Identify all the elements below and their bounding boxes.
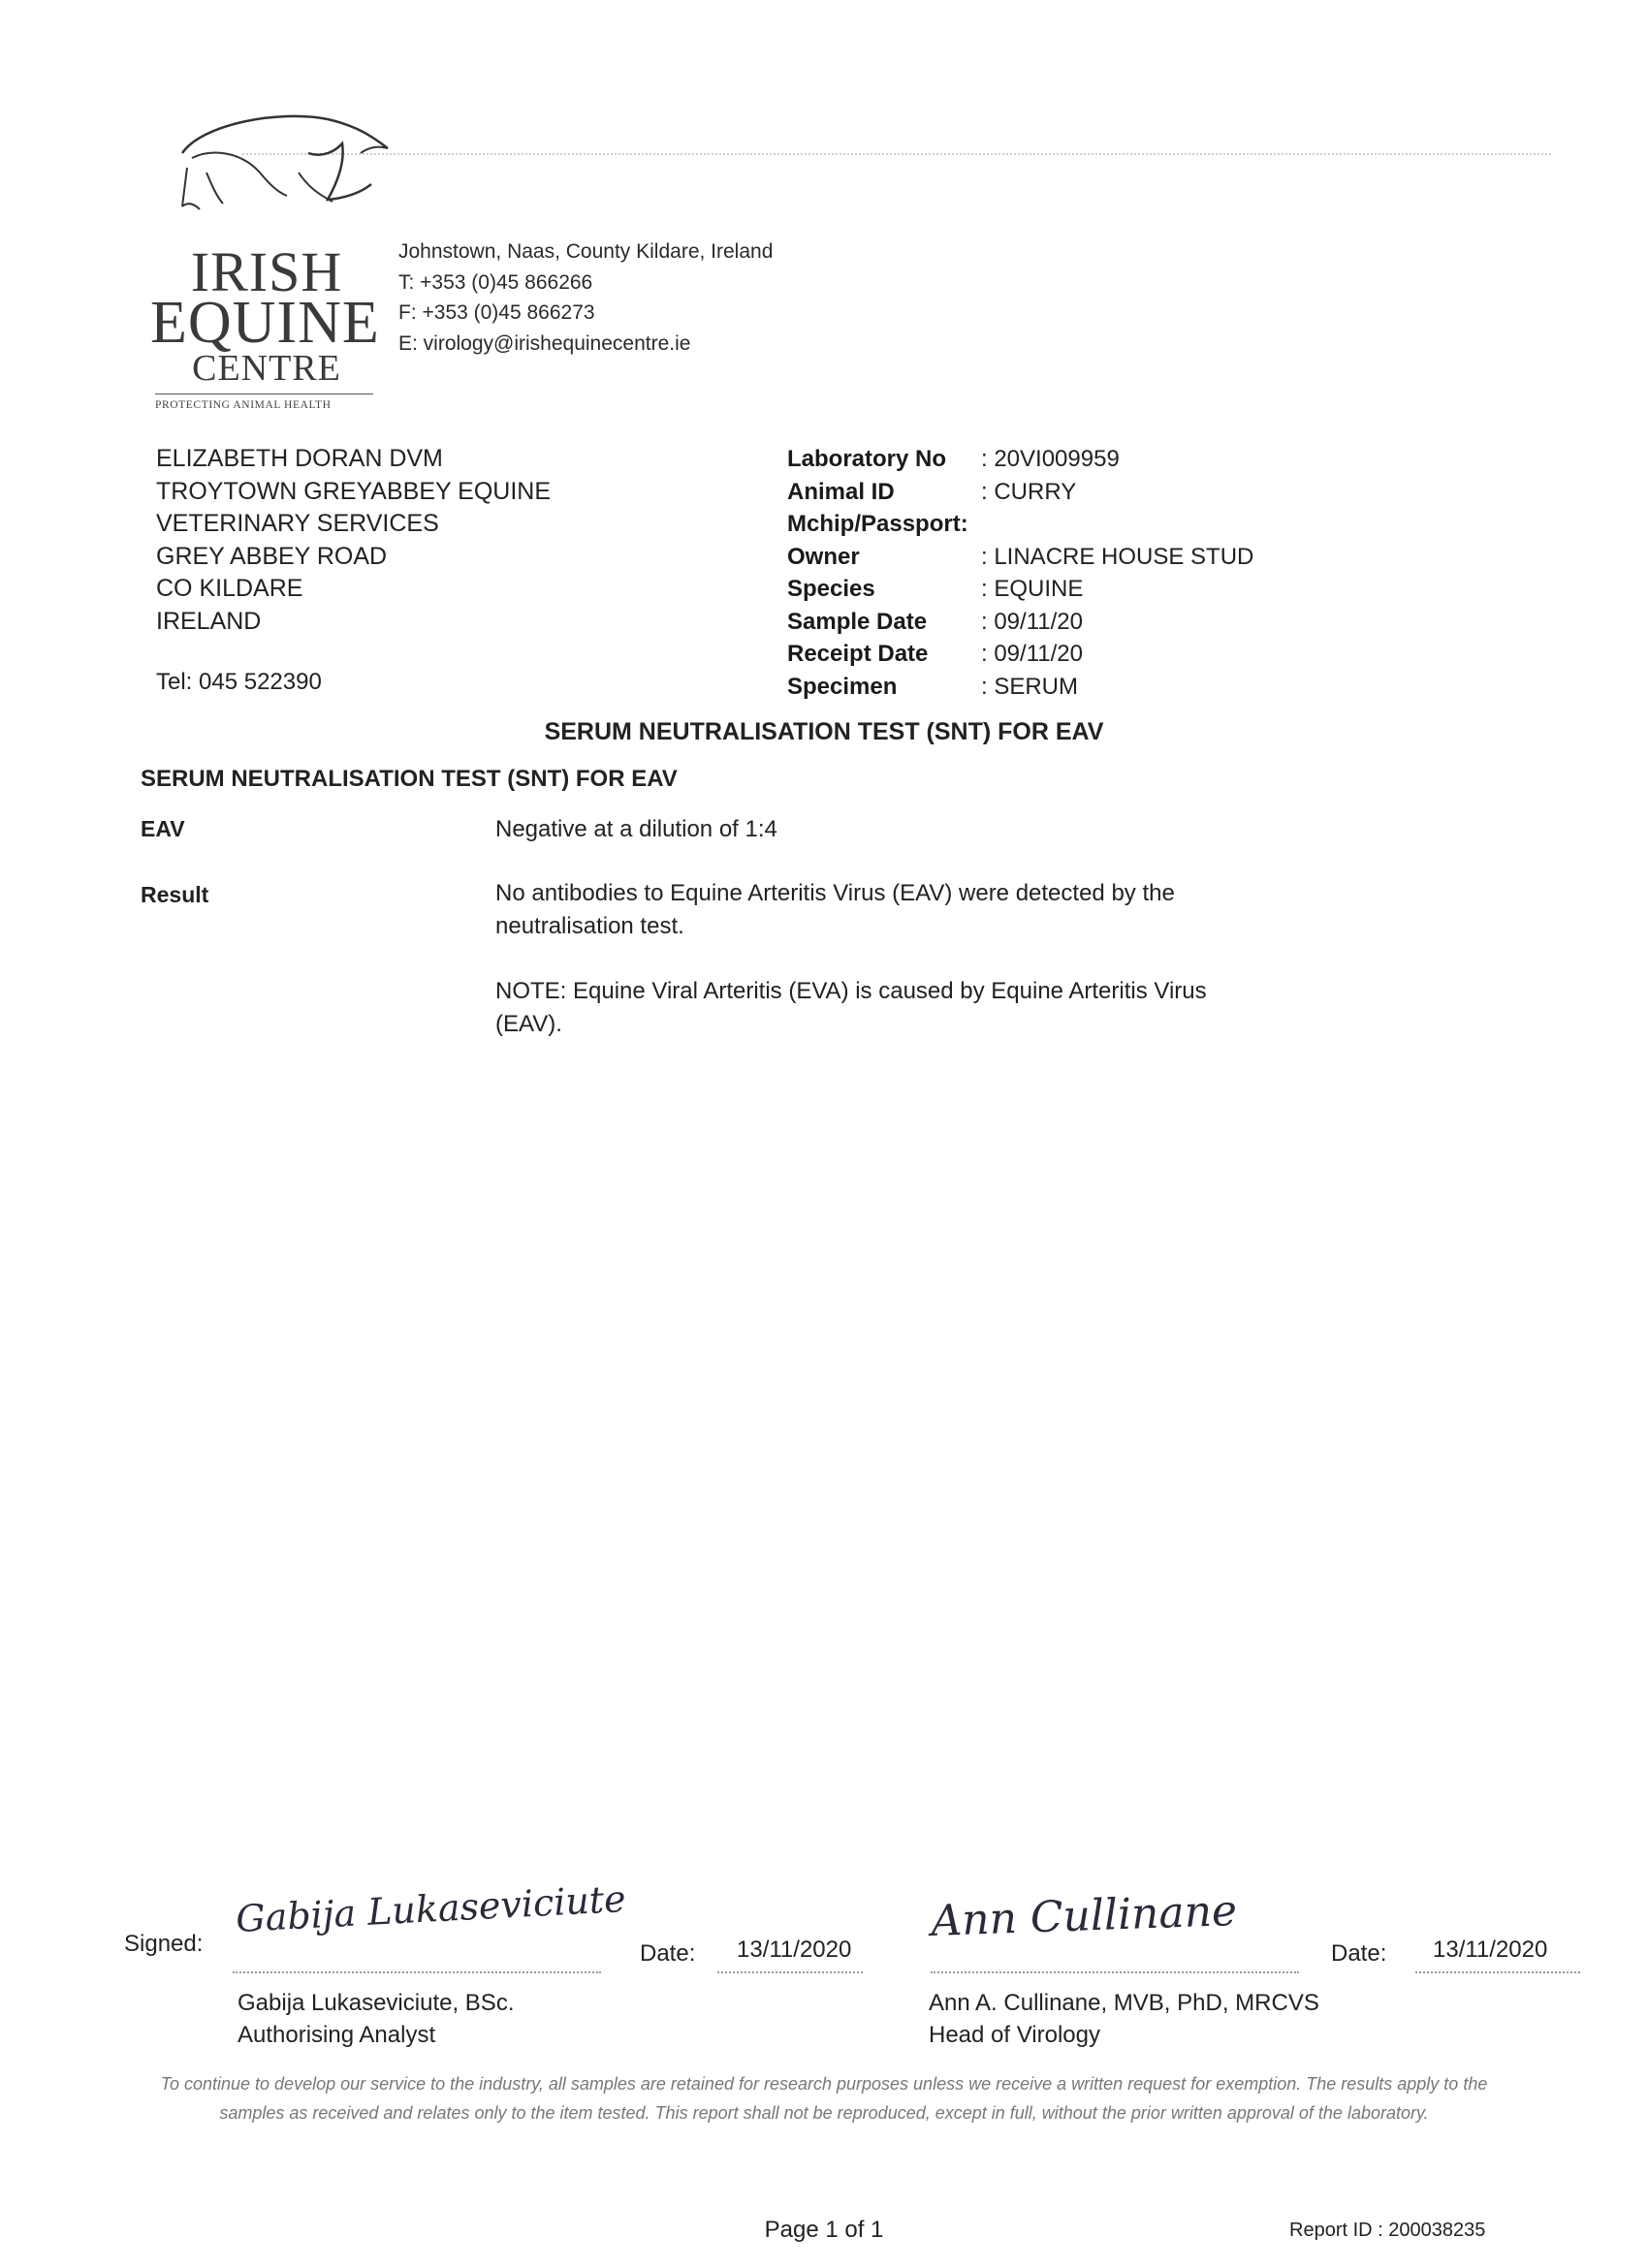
signature-left-image <box>233 1875 627 1953</box>
info-row <box>787 541 1253 574</box>
client-address-line: TROYTOWN GREYABBEY EQUINE <box>156 477 552 505</box>
info-label: Specimen <box>787 673 898 700</box>
info-value: : 09/11/20 <box>981 608 1083 635</box>
section-title: SERUM NEUTRALISATION TEST (SNT) FOR EAV <box>141 766 678 792</box>
info-label: Owner <box>787 543 860 570</box>
logo-word-equine: EQUINE <box>150 290 380 356</box>
client-tel: Tel: 045 522390 <box>156 669 322 695</box>
info-label: Receipt Date <box>787 641 929 667</box>
info-value: : CURRY <box>981 478 1077 505</box>
sample-info <box>787 443 1253 703</box>
info-value: : SERUM <box>981 673 1079 700</box>
date-label: Date: <box>1331 1940 1387 1967</box>
signature-left-text: Gabija Lukaseviciute <box>235 1876 627 1940</box>
info-row <box>787 606 1253 639</box>
info-value: : LINACRE HOUSE STUD <box>981 543 1254 570</box>
info-row <box>787 443 1253 476</box>
eav-label: EAV <box>141 816 185 841</box>
logo-word-irish: IRISH <box>190 240 343 303</box>
info-value: : 20VI009959 <box>981 446 1120 472</box>
signature-right-text: Ann Cullinane <box>930 1886 1238 1946</box>
result-text: No antibodies to Equine Arteritis Virus (EAV) were detected by the neutralisation test. <box>495 880 1175 939</box>
eav-value: Negative at a dilution of 1:4 <box>495 816 777 842</box>
info-row <box>787 476 1253 509</box>
footer-disclaimer: To continue to develop our service to the industry, all samples are retained for research purposes unless we receive a written request for exemption. The results apply to the samples as received and relates only to the item tested. This report shall not be reproduced, except in full, without the prior written approval of the laboratory. <box>160 2074 1488 2123</box>
signer-role: Head of Virology <box>929 2022 1100 2048</box>
result-label: Result <box>141 882 209 907</box>
report-title: SERUM NEUTRALISATION TEST (SNT) FOR EAV <box>544 718 1104 745</box>
report-id: Report ID : 200038235 <box>1289 2220 1486 2241</box>
logo-tagline: PROTECTING ANIMAL HEALTH <box>155 399 332 411</box>
info-value: : 09/11/20 <box>981 641 1083 667</box>
signed-label: Signed: <box>124 1931 204 1957</box>
contact-address: Johnstown, Naas, County Kildare, Ireland <box>398 240 774 263</box>
client-address-line: CO KILDARE <box>156 575 303 602</box>
client-address-line: VETERINARY SERVICES <box>156 510 439 537</box>
logo-word-centre: CENTRE <box>192 348 341 389</box>
info-row <box>787 638 1253 671</box>
signature-line <box>233 1971 601 1973</box>
signer-name: Gabija Lukaseviciute, BSc. <box>238 1990 515 2016</box>
date-line <box>1415 1971 1580 1973</box>
page-number: Page 1 of 1 <box>764 2217 884 2243</box>
scan-artifact-line <box>242 153 1551 155</box>
info-label: Mchip/Passport: <box>787 511 968 537</box>
contact-email: E: virology@irishequinecentre.ie <box>398 331 691 355</box>
date-value: 13/11/2020 <box>737 1937 852 1963</box>
client-address-line: IRELAND <box>156 607 262 635</box>
date-label: Date: <box>640 1940 696 1967</box>
signature-right-image <box>926 1875 1255 1958</box>
contact-block <box>398 236 773 359</box>
info-row <box>787 508 1253 541</box>
horse-logo-icon <box>163 114 405 240</box>
client-address-line: GREY ABBEY ROAD <box>156 542 388 570</box>
signature-line <box>931 1971 1299 1973</box>
info-label: Sample Date <box>787 608 928 635</box>
info-label: Laboratory No <box>787 446 947 472</box>
note-text: NOTE: Equine Viral Arteritis (EVA) is caused by Equine Arteritis Virus (EAV). <box>495 978 1207 1037</box>
info-row <box>787 671 1253 704</box>
signer-name: Ann A. Cullinane, MVB, PhD, MRCVS <box>929 1990 1319 2016</box>
client-address-line: ELIZABETH DORAN DVM <box>156 445 443 472</box>
signer-role: Authorising Analyst <box>238 2022 436 2048</box>
info-row <box>787 573 1253 606</box>
contact-fax: F: +353 (0)45 866273 <box>398 301 595 324</box>
info-label: Species <box>787 576 875 602</box>
date-value: 13/11/2020 <box>1433 1937 1548 1963</box>
client-address <box>156 443 551 638</box>
info-label: Animal ID <box>787 478 895 505</box>
date-line <box>717 1971 863 1973</box>
contact-phone: T: +353 (0)45 866266 <box>398 270 593 294</box>
info-value: : EQUINE <box>981 576 1084 602</box>
